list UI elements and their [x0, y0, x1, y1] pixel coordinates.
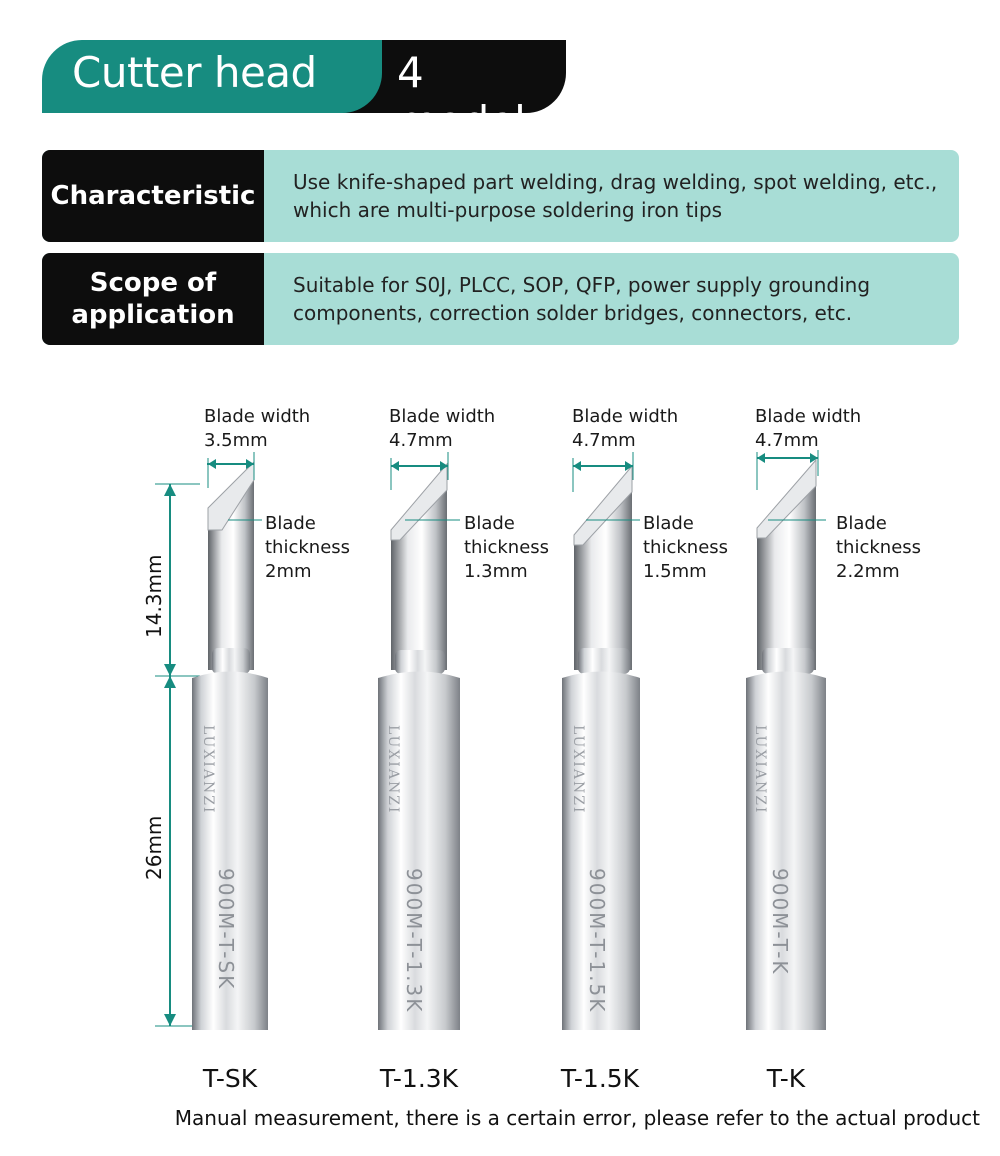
model-name-4: T-K — [766, 1064, 806, 1093]
model-name-1: T-SK — [202, 1064, 258, 1093]
scope-row — [42, 253, 959, 345]
model-engraving-2: 900M-T-1.3K — [402, 868, 426, 1014]
model-engraving-3: 900M-T-1.5K — [585, 868, 609, 1014]
brand-engraving-3: LUXIANZI — [570, 725, 586, 815]
model-engraving-1: 900M-T-SK — [214, 868, 238, 991]
characteristic-row — [42, 150, 959, 242]
brand-engraving-1: LUXIANZI — [200, 725, 216, 815]
model-engraving-4: 900M-T-K — [768, 868, 792, 976]
blade-thickness-label-2: Blade thickness 1.3mm — [464, 513, 550, 582]
characteristic-label: Characteristic — [42, 150, 264, 242]
characteristic-text: Use knife-shaped part welding, drag welding, spot welding, etc., which are multi-purpose soldering iron tips — [293, 170, 938, 222]
blade-thickness-label-3: Blade thickness 1.5mm — [643, 513, 729, 582]
tip-length-label: 14.3mm — [142, 554, 166, 638]
shaft-length-label: 26mm — [142, 815, 166, 880]
header-banner — [42, 40, 572, 146]
scope-text: Suitable for S0J, PLCC, SOP, QFP, power supply grounding components, correction solder bridges, connectors, etc. — [293, 273, 871, 325]
blade-width-label-3: Blade width 4.7mm — [572, 406, 679, 451]
blade-width-label-1: Blade width 3.5mm — [204, 406, 311, 451]
blade-width-label-2: Blade width 4.7mm — [389, 406, 496, 451]
model-name-3: T-1.5K — [560, 1064, 640, 1093]
blade-thickness-label-4: Blade thickness 2.2mm — [836, 513, 922, 582]
brand-engraving-2: LUXIANZI — [385, 725, 401, 815]
blade-thickness-label-1: Blade thickness 2mm — [265, 513, 351, 582]
tips-illustration — [0, 380, 1000, 1093]
footer-note: Manual measurement, there is a certain error, please refer to the actual product — [174, 1106, 980, 1130]
brand-engraving-4: LUXIANZI — [752, 725, 768, 815]
header-subtitle: 4 models — [397, 48, 547, 146]
header-title: Cutter head — [72, 48, 317, 97]
scope-label: Scope of application — [42, 253, 264, 345]
tips-drawing — [0, 380, 1000, 1080]
blade-width-label-4: Blade width 4.7mm — [755, 406, 862, 451]
model-name-2: T-1.3K — [379, 1064, 459, 1093]
